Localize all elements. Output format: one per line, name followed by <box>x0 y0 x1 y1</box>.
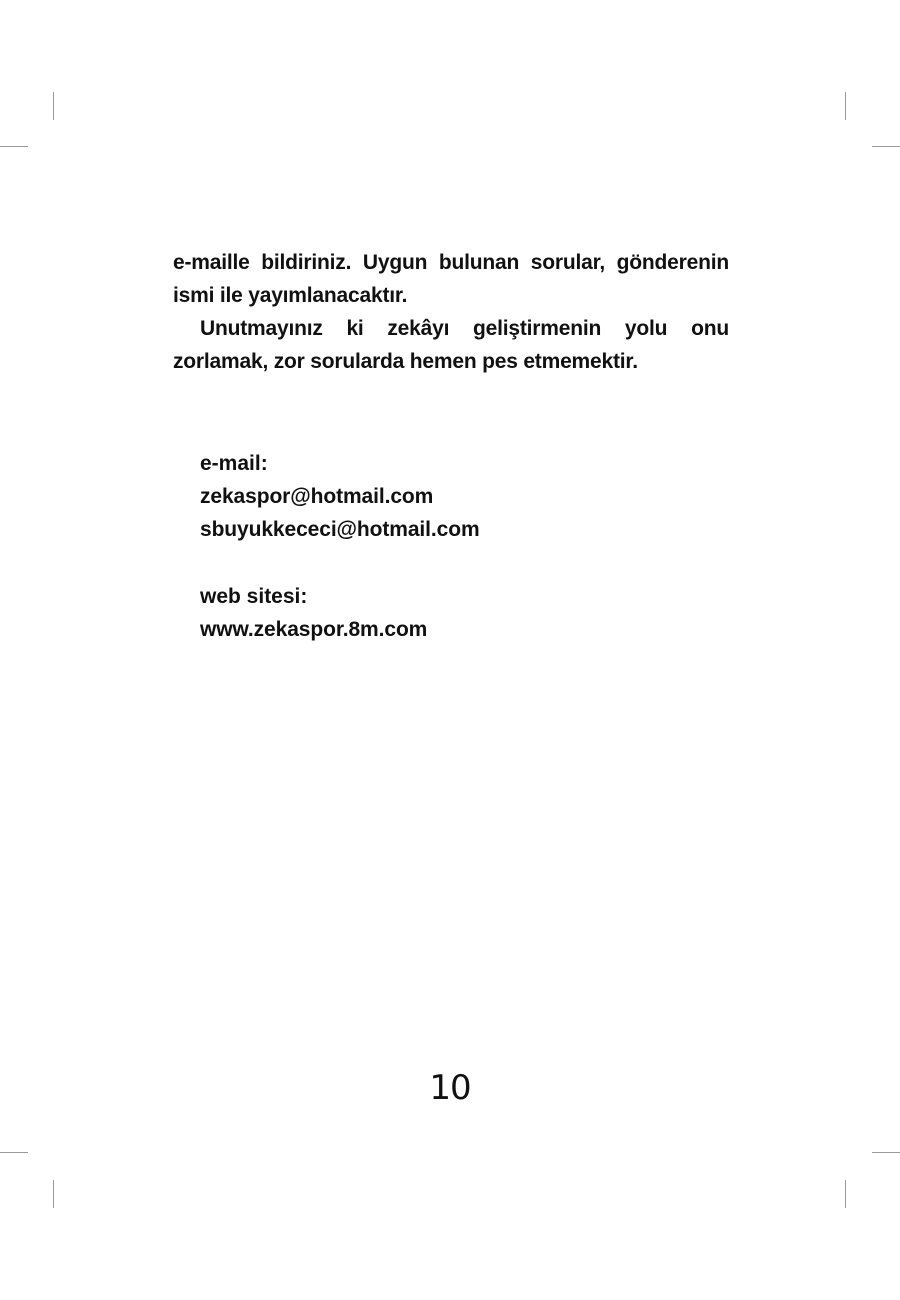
body-text <box>173 246 729 378</box>
contact-spacer <box>200 546 720 580</box>
crop-mark-bottom-right-vertical <box>845 1180 846 1208</box>
email-heading: e-mail: <box>200 452 268 475</box>
crop-mark-bottom-left-horizontal <box>0 1152 28 1153</box>
website-heading: web sitesi: <box>200 585 308 608</box>
crop-mark-bottom-right-horizontal <box>872 1152 900 1153</box>
paragraph-submission-note: e-maille bildiriniz. Uygun bulunan sorular, gönderenin ismi ile yayımlanacaktır. <box>173 251 729 307</box>
contact-info <box>200 447 720 646</box>
email-address-2: sbuyukkececi@hotmail.com <box>200 518 480 541</box>
crop-mark-top-left-vertical <box>53 92 54 120</box>
page-number: 10 <box>429 1068 471 1108</box>
crop-mark-top-left-horizontal <box>0 146 28 147</box>
paragraph-encouragement: Unutmayınız ki zekâyı geliştirmenin yolu onu zorlamak, zor sorularda hemen pes etmemektir. <box>173 317 729 373</box>
crop-mark-top-right-horizontal <box>872 146 900 147</box>
crop-mark-bottom-left-vertical <box>53 1180 54 1208</box>
email-address-1: zekaspor@hotmail.com <box>200 485 434 508</box>
crop-mark-top-right-vertical <box>845 92 846 120</box>
website-address: www.zekaspor.8m.com <box>200 618 428 641</box>
